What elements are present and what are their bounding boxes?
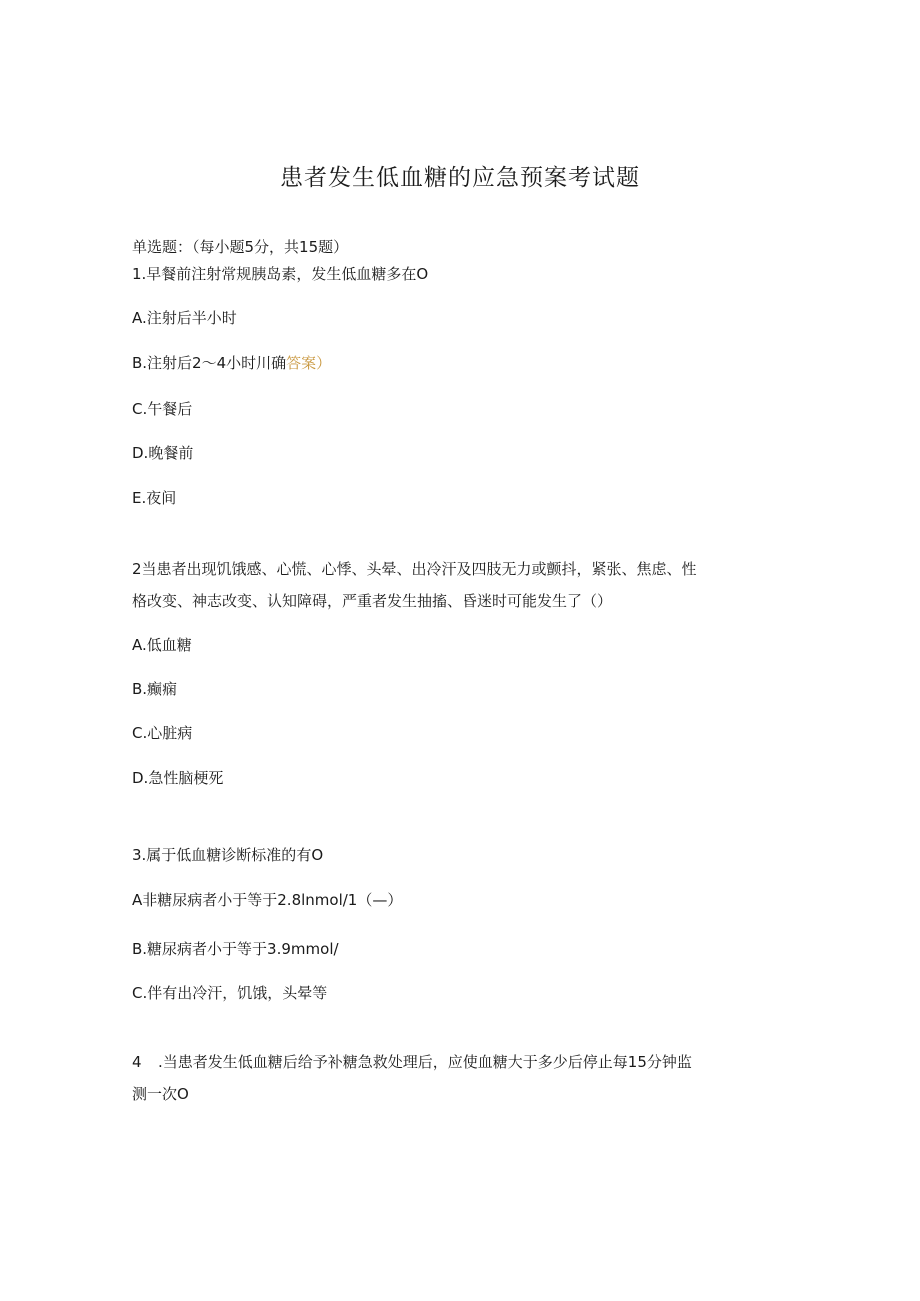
question-4-number: 4 <box>132 1053 142 1071</box>
answer-mark: 答案） <box>286 354 332 372</box>
page-title: 患者发生低血糖的应急预案考试题 <box>280 165 640 191</box>
section-header: 单选题：（每小题5分，共15题） <box>132 238 349 256</box>
question-1-option-a: A.注射后半小时 <box>132 309 237 327</box>
question-2-option-c: C.心脏病 <box>132 724 193 742</box>
option-b-text: B.注射后2〜4小时川确 <box>132 354 287 372</box>
question-3-option-a: A非糖尿病者小于等于2.8lnmol/1（—） <box>132 891 403 909</box>
question-3-option-c: C.伴有出冷汗，饥饿，头晕等 <box>132 984 328 1002</box>
question-2-stem-line2: 格改变、神志改变、认知障碍，严重者发生抽搐、昏迷时可能发生了（） <box>132 592 613 610</box>
question-1-stem: 1.早餐前注射常规胰岛素，发生低血糖多在O <box>132 265 429 283</box>
question-1-option-d: D.晚餐前 <box>132 444 194 462</box>
question-3-option-b: B.糖尿病者小于等于3.9mmol/ <box>132 940 339 958</box>
question-1-option-c: C.午餐后 <box>132 400 193 418</box>
question-2-option-b: B.癫痫 <box>132 680 178 698</box>
question-4-stem-line2: 测一次O <box>132 1085 189 1103</box>
question-3-stem: 3.属于低血糖诊断标准的有O <box>132 846 324 864</box>
question-4-stem-line1 <box>132 1051 692 1073</box>
question-2-stem-line1: 2当患者出现饥饿感、心慌、心悸、头晕、出冷汗及四肢无力或颤抖，紧张、焦虑、性 <box>132 560 697 578</box>
question-1-option-b <box>132 352 331 374</box>
question-1-option-e: E.夜间 <box>132 489 177 507</box>
question-2-option-a: A.低血糖 <box>132 636 192 654</box>
question-4-stem-text: .当患者发生低血糖后给予补糖急救处理后，应使血糖大于多少后停止每15分钟监 <box>158 1053 692 1071</box>
question-2-option-d: D.急性脑梗死 <box>132 769 224 787</box>
